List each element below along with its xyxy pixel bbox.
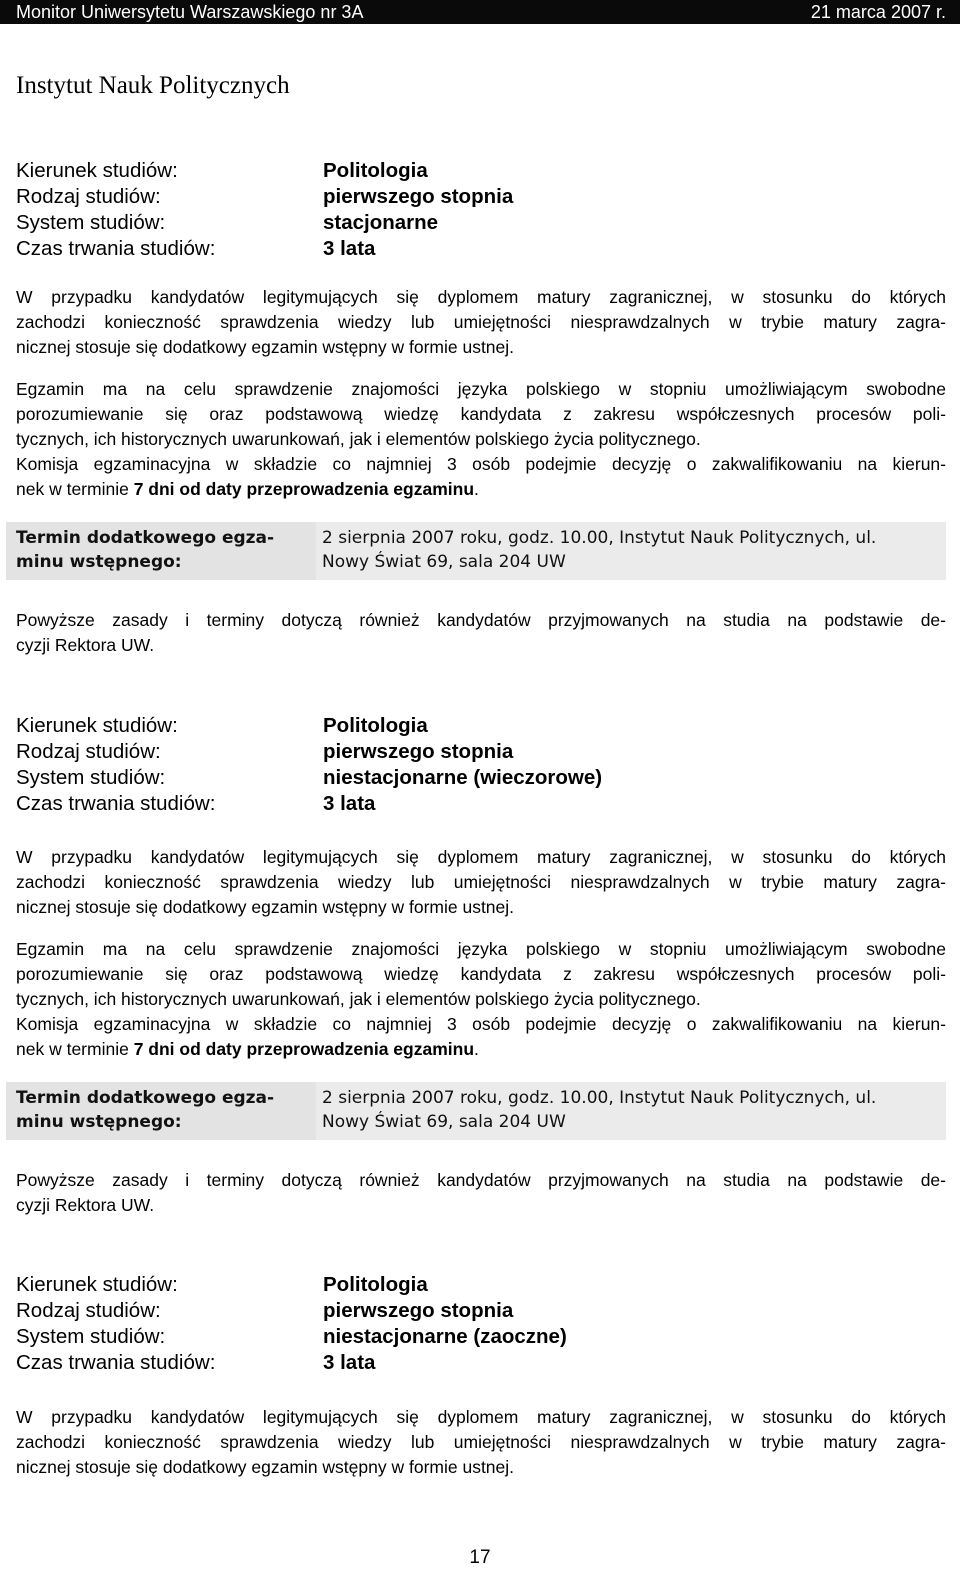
text-line: Egzamin ma na celu sprawdzenie znajomości języka polskiego w stopniu umożliwiającym swobodne [16, 379, 946, 399]
info-row-czas [16, 1350, 946, 1376]
info-value: pierwszego stopnia [323, 740, 514, 763]
header-publication: Monitor Uniwersytetu Warszawskiego nr 3A [16, 2, 364, 22]
term-label-line: minu wstępnego: [16, 552, 182, 572]
text-line: Komisja egzaminacyjna w składzie co najmniej 3 osób podejmie decyzję o zakwalifikowaniu na kierun- [16, 1014, 946, 1034]
info-value: niestacjonarne (zaoczne) [323, 1325, 567, 1348]
text-line: nicznej stosuje się dodatkowy egzamin wstępny w formie ustnej. [16, 897, 515, 917]
page-number: 17 [469, 1547, 491, 1568]
info-row-czas [16, 236, 946, 262]
info-row-czas [16, 791, 946, 817]
info-label: System studiów: [16, 211, 166, 234]
info-row-kierunek [16, 1272, 946, 1298]
info-label: Kierunek studiów: [16, 159, 178, 182]
text-line: porozumiewanie się oraz podstawową wiedzę kandydata z zakresu współczesnych procesów poli- [16, 404, 946, 424]
info-value: pierwszego stopnia [323, 1299, 514, 1322]
term-value [316, 522, 946, 580]
info-label: Czas trwania studiów: [16, 792, 216, 815]
info-value: pierwszego stopnia [323, 185, 514, 208]
info-row-system [16, 765, 946, 791]
info-value: stacjonarne [323, 211, 439, 234]
info-row-rodzaj [16, 1298, 946, 1324]
term-label-line: Termin dodatkowego egza- [16, 1088, 275, 1108]
text-line: zachodzi konieczność sprawdzenia wiedzy lub umiejętności niesprawdzalnych w trybie matury zagra- [16, 872, 946, 892]
text-line: zachodzi konieczność sprawdzenia wiedzy lub umiejętności niesprawdzalnych w trybie matury zagra- [16, 1432, 946, 1452]
exam-paragraph [16, 937, 946, 1062]
intro-paragraph [16, 285, 946, 360]
info-value: 3 lata [323, 237, 376, 260]
text-line: zachodzi konieczność sprawdzenia wiedzy lub umiejętności niesprawdzalnych w trybie matury zagra- [16, 312, 946, 332]
text-line: porozumiewanie się oraz podstawową wiedzę kandydata z zakresu współczesnych procesów poli- [16, 964, 946, 984]
running-header [0, 0, 960, 24]
info-label: Rodzaj studiów: [16, 740, 161, 763]
term-label [6, 1082, 308, 1140]
deadline-prefix: nek w terminie [16, 479, 134, 499]
term-value-line: 2 sierpnia 2007 roku, godz. 10.00, Instytut Nauk Politycznych, ul. [322, 528, 877, 548]
info-label: System studiów: [16, 766, 166, 789]
deadline-line [16, 477, 946, 502]
term-label [6, 522, 308, 580]
info-value: Politologia [323, 714, 428, 737]
info-label: Kierunek studiów: [16, 1273, 178, 1296]
term-label-line: Termin dodatkowego egza- [16, 528, 275, 548]
text-line: W przypadku kandydatów legitymujących się dyplomem matury zagranicznej, w stosunku do których [16, 287, 946, 307]
info-value: 3 lata [323, 1351, 376, 1374]
info-value: Politologia [323, 1273, 428, 1296]
info-label: Rodzaj studiów: [16, 185, 161, 208]
deadline-bold: 7 dni od daty przeprowadzenia egzaminu [133, 479, 475, 499]
study-info-block [16, 1272, 946, 1376]
text-line: W przypadku kandydatów legitymujących się dyplomem matury zagranicznej, w stosunku do których [16, 1407, 946, 1427]
text-line: tycznych, ich historycznych uwarunkowań, jak i elementów polskiego życia politycznego. [16, 429, 701, 449]
info-row-system [16, 210, 946, 236]
header-date: 21 marca 2007 r. [810, 2, 946, 22]
study-info-block [16, 713, 946, 817]
info-label: System studiów: [16, 1325, 166, 1348]
text-line: Egzamin ma na celu sprawdzenie znajomości języka polskiego w stopniu umożliwiającym swobodne [16, 939, 946, 959]
exam-term-box [6, 522, 946, 580]
note-paragraph [16, 608, 946, 658]
term-value [316, 1082, 946, 1140]
info-value: 3 lata [323, 792, 376, 815]
exam-term-box [6, 1082, 946, 1140]
text-line: Powyższe zasady i terminy dotyczą również kandydatów przyjmowanych na studia na podstawie de- [16, 1170, 946, 1190]
text-line: cyzji Rektora UW. [16, 635, 155, 655]
info-row-rodzaj [16, 739, 946, 765]
intro-paragraph [16, 1405, 946, 1480]
term-value-line: Nowy Świat 69, sala 204 UW [322, 1112, 566, 1132]
deadline-prefix: nek w terminie [16, 1039, 134, 1059]
term-value-line: Nowy Świat 69, sala 204 UW [322, 552, 566, 572]
text-line: nicznej stosuje się dodatkowy egzamin wstępny w formie ustnej. [16, 337, 515, 357]
text-line: nicznej stosuje się dodatkowy egzamin wstępny w formie ustnej. [16, 1457, 515, 1477]
intro-paragraph [16, 845, 946, 920]
text-line: W przypadku kandydatów legitymujących się dyplomem matury zagranicznej, w stosunku do których [16, 847, 946, 867]
text-line: tycznych, ich historycznych uwarunkowań, jak i elementów polskiego życia politycznego. [16, 989, 701, 1009]
info-label: Rodzaj studiów: [16, 1299, 161, 1322]
info-value: niestacjonarne (wieczorowe) [323, 766, 603, 789]
exam-paragraph [16, 377, 946, 502]
info-value: Politologia [323, 159, 428, 182]
term-label-line: minu wstępnego: [16, 1112, 182, 1132]
deadline-suffix: . [474, 1039, 479, 1059]
info-label: Czas trwania studiów: [16, 237, 216, 260]
note-paragraph [16, 1168, 946, 1218]
study-info-block [16, 158, 946, 262]
text-line: Komisja egzaminacyjna w składzie co najmniej 3 osób podejmie decyzję o zakwalifikowaniu na kierun- [16, 454, 946, 474]
institute-title: Instytut Nauk Politycznych [16, 72, 290, 99]
deadline-line [16, 1037, 946, 1062]
text-line: Powyższe zasady i terminy dotyczą również kandydatów przyjmowanych na studia na podstawie de- [16, 610, 946, 630]
info-row-kierunek [16, 158, 946, 184]
info-label: Czas trwania studiów: [16, 1351, 216, 1374]
text-line: cyzji Rektora UW. [16, 1195, 155, 1215]
info-row-rodzaj [16, 184, 946, 210]
deadline-suffix: . [474, 479, 479, 499]
deadline-bold: 7 dni od daty przeprowadzenia egzaminu [133, 1039, 475, 1059]
info-row-kierunek [16, 713, 946, 739]
info-row-system [16, 1324, 946, 1350]
info-label: Kierunek studiów: [16, 714, 178, 737]
term-value-line: 2 sierpnia 2007 roku, godz. 10.00, Instytut Nauk Politycznych, ul. [322, 1088, 877, 1108]
